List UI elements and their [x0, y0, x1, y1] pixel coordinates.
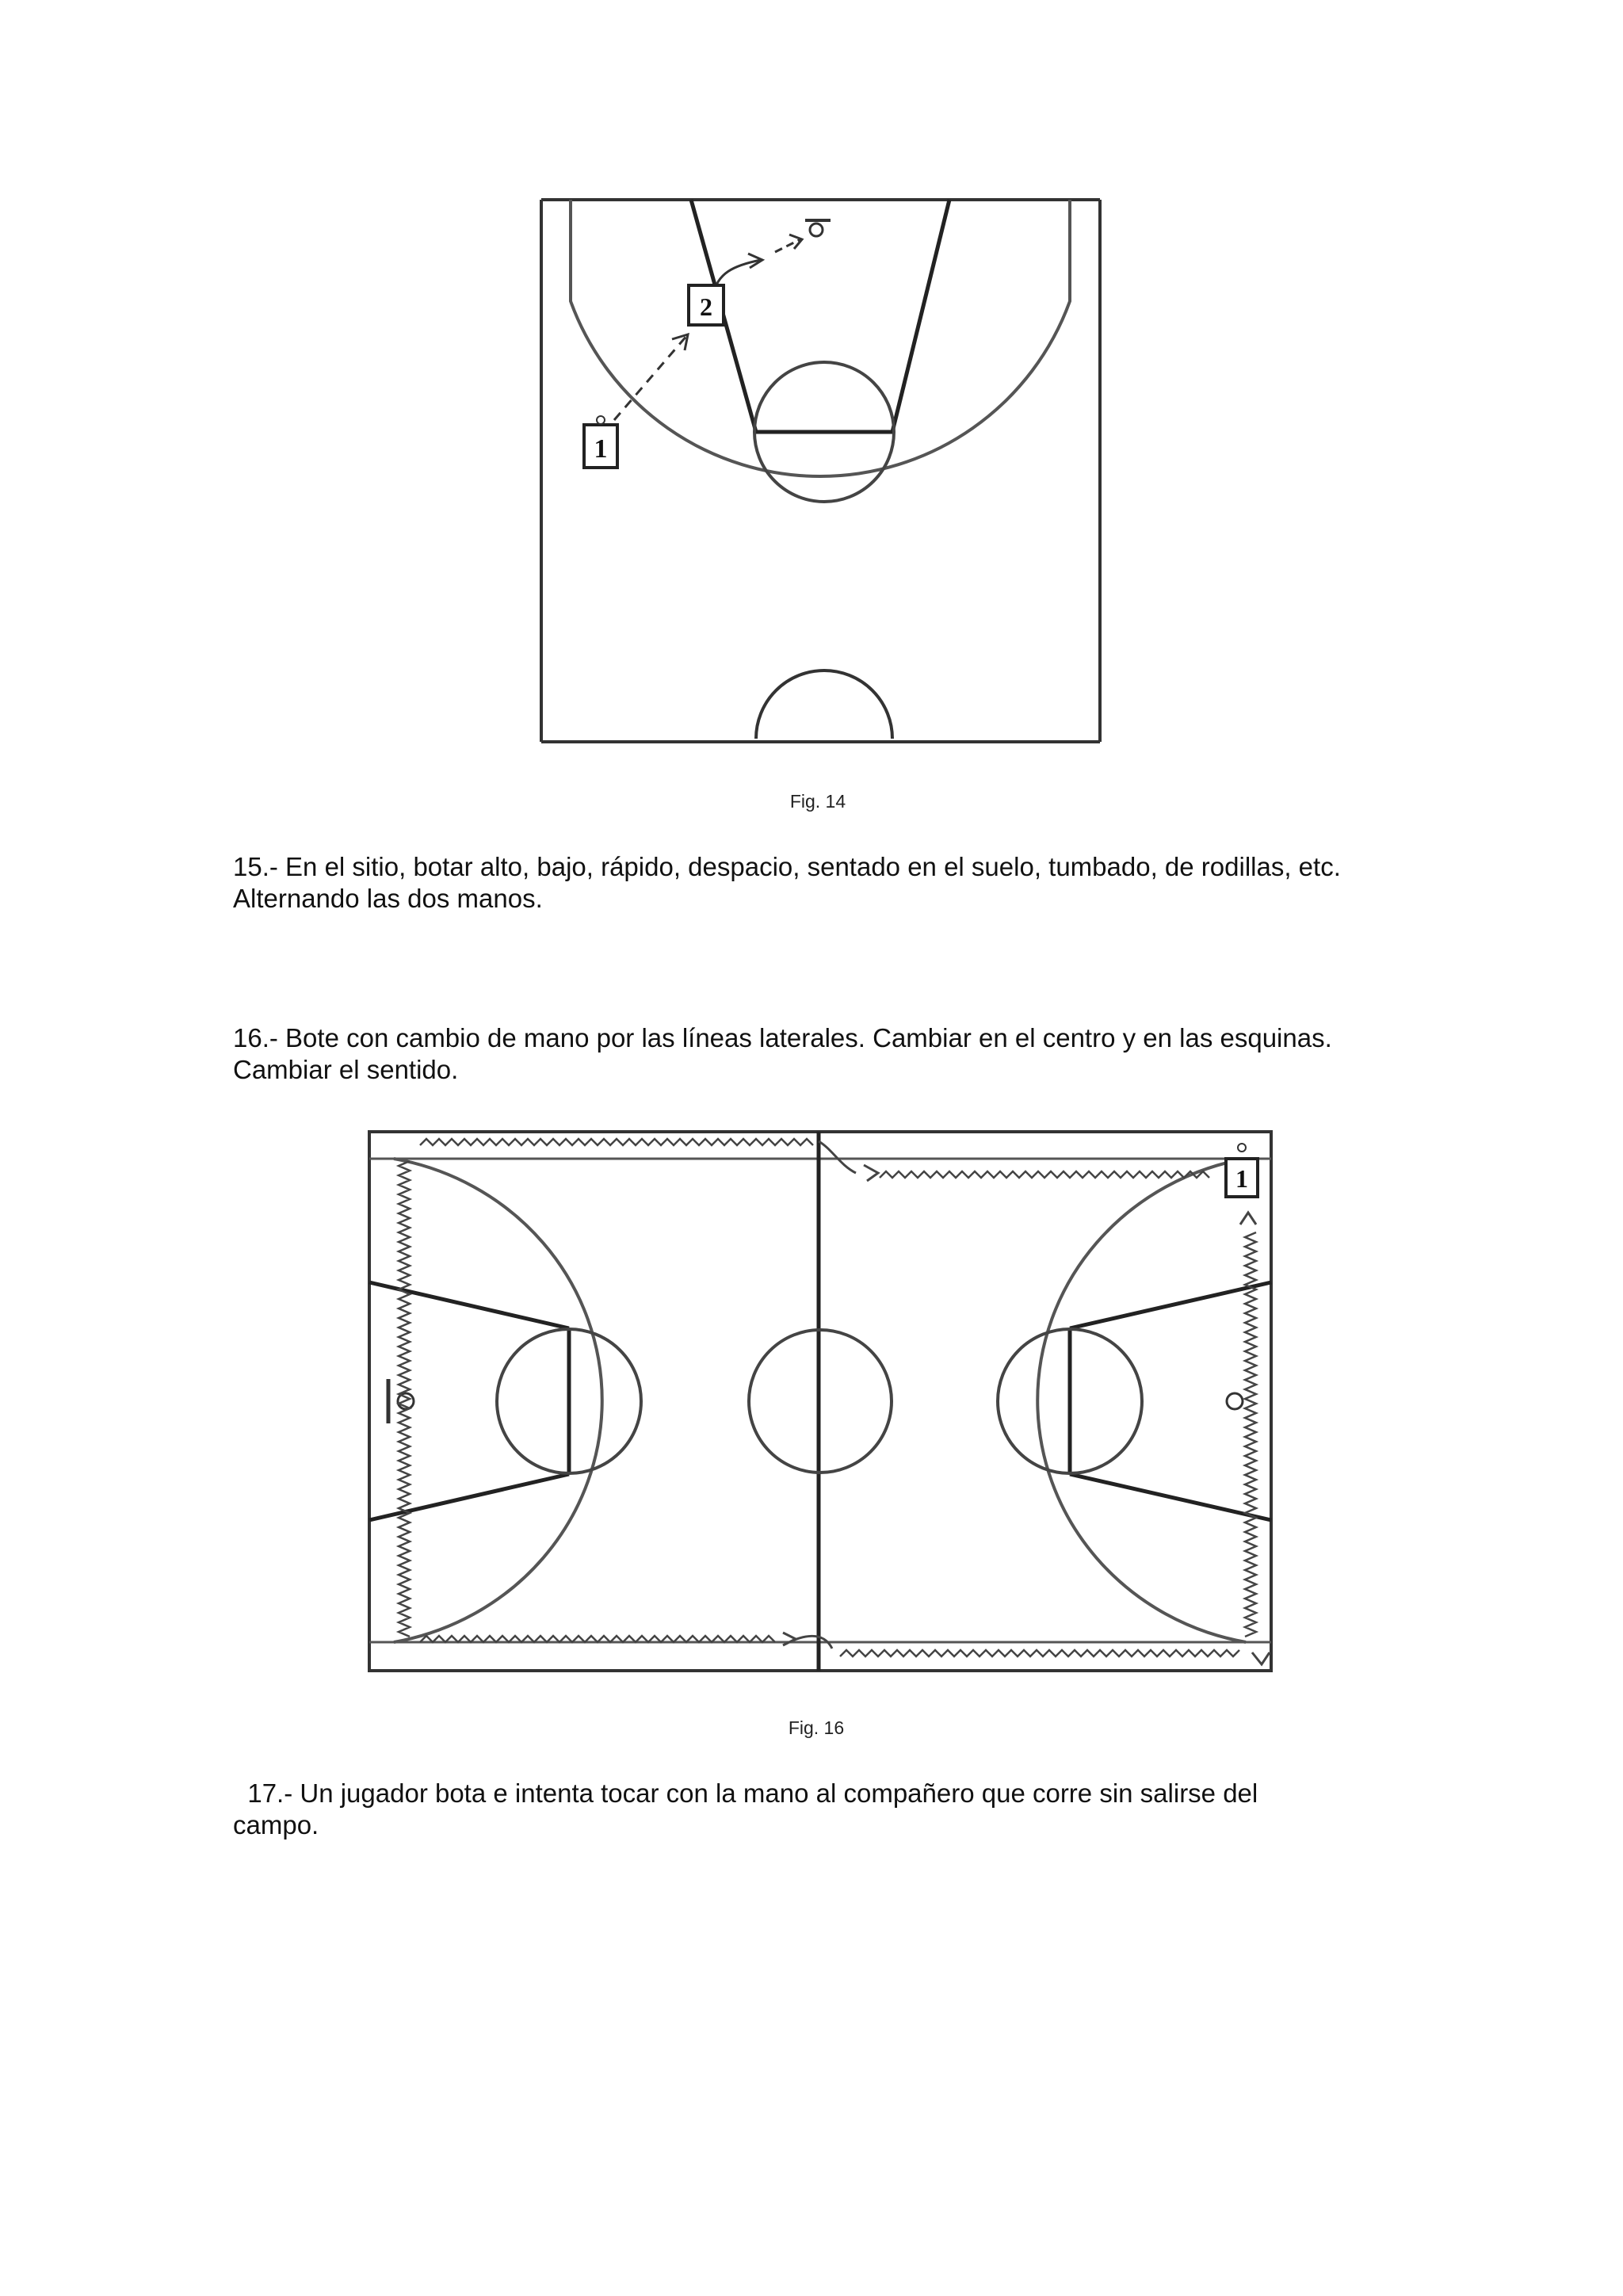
lane-line-right: [892, 200, 949, 432]
paragraph-15-line-1: 15.- En el sitio, botar alto, bajo, rápido, despacio, sentado en el suelo, tumbado, de rodillas, etc.: [233, 852, 1341, 881]
paragraph-17: [233, 1778, 1422, 1841]
player-2-label: 2: [700, 292, 712, 321]
player-2-marker: [689, 285, 724, 325]
basket-icon: [810, 223, 823, 236]
paragraph-15-line-2: Alternando las dos manos.: [233, 884, 543, 913]
player-1-label: 1: [1235, 1164, 1248, 1193]
dribble-path: [399, 1139, 1270, 1664]
paragraph-15: [233, 851, 1422, 915]
figure-16-full-court: [357, 1117, 1292, 1688]
player-1-marker: [1226, 1144, 1258, 1197]
paragraph-16: [233, 1022, 1422, 1086]
center-circle-half: [756, 670, 892, 739]
paragraph-16-line-1: 16.- Bote con cambio de mano por las líneas laterales. Cambiar en el centro y en las esquinas.: [233, 1023, 1332, 1052]
paragraph-17-line-2: campo.: [233, 1810, 319, 1839]
three-point-arc: [571, 200, 1070, 476]
figure-14-half-court: [531, 190, 1109, 745]
paragraph-16-line-2: Cambiar el sentido.: [233, 1055, 459, 1084]
paragraph-17-line-1: 17.- Un jugador bota e intenta tocar con la mano al compañero que corre sin salirse del: [233, 1778, 1258, 1808]
figure-16-caption: Fig. 16: [788, 1717, 845, 1738]
drive-arrow: [713, 235, 802, 295]
player-1-marker: [584, 416, 617, 468]
figure-14-caption: Fig. 14: [789, 791, 846, 812]
player-1-label: 1: [594, 434, 608, 464]
pass-arrow: [614, 334, 688, 420]
